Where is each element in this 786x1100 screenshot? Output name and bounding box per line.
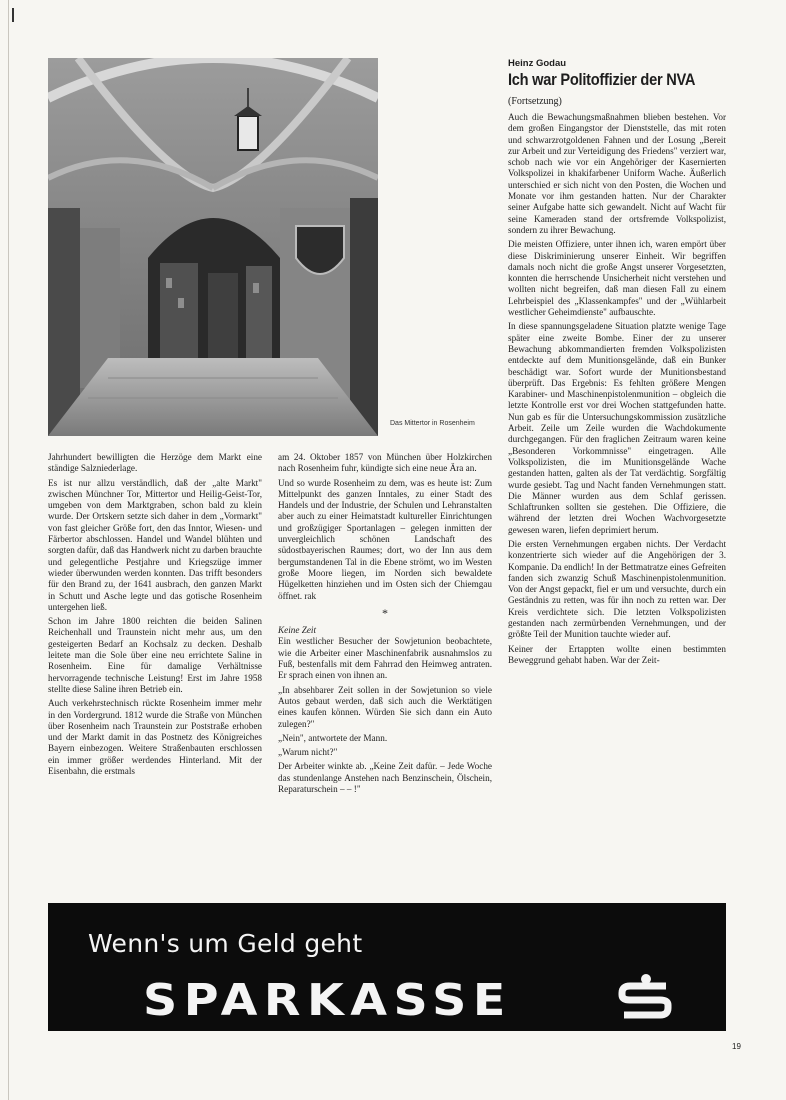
paragraph: Auch die Bewachungsmaßnahmen blieben bestehen. Vor dem großen Eingangstor der Dienststelle, das mit roten und schwarzrotgoldenen Fahnen und der Losung „Bereit zur Arbeit und zur Verteidigung des Friedens" verziert war, schob nach wie vor ein Angehöriger der Kasernierten Volkspolizei in khakifarbener Uniform Wache. Äußerlich unterschied er sich nicht von den Posten, die Wochen und Monate vor ihm gestanden hatten. Nur der Charakter seiner Aufgabe hatte sich gewandelt. Nicht auf Wacht für seine Kameraden stand der ortsfremde Volkspolizist, sondern zu ihrer Bewachung. (508, 112, 726, 235)
photo-caption: Das Mittertor in Rosenheim (390, 420, 475, 427)
paragraph: „Nein", antwortete der Mann. (278, 732, 388, 743)
ad-brand-name: SPARKASSE (143, 975, 512, 1026)
paragraph: Die ersten Vernehmungen ergaben nichts. Der Verdacht konzentrierte sich wieder auf die Angehörigen der 3. Kompanie. Da endlich! In der Bettmatratze eines Gefreiten fanden sich zwanzig Schuß Maschinenpistolenmunition. Von der Angst gepackt, fiel er um und versuchte, durch ein Geständnis zu retten, was für ihn noch zu retten war. Der Kreis verdichtete sich. Die letzten Volkspolizisten gestanden nach zermürbenden Vernehmungen, und der größte Teil der Munition tauchte wieder auf. (508, 538, 726, 640)
paragraph: Der Arbeiter winkte ab. „Keine Zeit dafür. – Jede Woche das stundenlange Anstehen nach Benzinschein, Ölschein, Reparaturschein – – !" (278, 761, 492, 795)
anecdote-heading: Keine Zeit (278, 625, 317, 636)
continued-label: (Fortsetzung) (508, 96, 562, 107)
paragraph: Keiner der Ertappten wollte einen bestimmten Beweggrund gehabt haben. War der Zeit- (508, 643, 726, 665)
paragraph: Die meisten Offiziere, unter ihnen ich, waren empört über diese Diskriminierung unserer Einheit. Wir begriffen damals noch nicht die große Angst unserer Vorgesetzten, konnten die herrschende Unsicherheit nicht verstehen und wollten nicht begreifen, daß man diesen Fall zu einem Lehrbeispiel des „Klassenkampfes" und der „Wühlarbeit westlicher Geheimdienste" aufbauschte. (508, 239, 726, 318)
article-title: Ich war Politoffizier der NVA (508, 70, 696, 89)
page-number: 19 (732, 1042, 741, 1051)
ad-tagline: Wenn's um Geld geht (88, 929, 363, 958)
sparkasse-advertisement (48, 903, 726, 1031)
paragraph: Jahrhundert bewilligten die Herzöge dem Markt eine ständige Salzniederlage. (48, 452, 262, 474)
section-separator: * (382, 605, 388, 620)
paragraph: In diese spannungsgeladene Situation platzte wenige Tage später eine zweite Bombe. Einer der zu unserer Bewachung abkommandierten fremden Volkspolizisten entdeckte auf dem Munitionsgelände, daß ein Bunker beschädigt war. Sofort wurde der Munitionsbestand überprüft. Das Ergebnis: Es fehlten größere Mengen Karabiner- und Maschinenpistolenmunition – obgleich die letzte Kontrolle erst vor drei Wochen stattgefunden hatte. Nun gab es für die Untersuchungskommission zusätzliche Arbeit. Zeile um Zeile wurden die Wachdokumente durchgegangen. Für den fraglichen Zeitraum waren keine „Besonderen Vorkommnisse" eingetragen. Alle Volkspolizisten, die im Munitionsgelände Wache gestanden hatten, galten als der Tat verdächtig. Sorgfältig wurde gesiebt. Tag und Nacht fanden Vernehmungen statt. Die Männer wurden aus dem Schlaf gerissen. Schlaftrunken sollten sie gestehen. Die Offiziere, die während der letzten drei Wochen Wachvorgesetzte gewesen waren, liefen deprimiert herum. (508, 321, 726, 535)
paragraph: „In absehbarer Zeit sollen in der Sowjetunion so viele Autos gebaut werden, daß sich auch die Werktätigen eines kaufen können. Würden Sie sich dann ein Auto zulegen?" (278, 684, 492, 729)
paragraph: Auch verkehrstechnisch rückte Rosenheim immer mehr in den Vordergrund. 1812 wurde die Straße von München über Rosenheim nach Traunstein zur Poststraße erhoben und der Markt damit in das Postnetz des Königreiches Bayern einbezogen. Weitere Straßenbauten erschlossen ein immer größer werdendes Hinterland. Mit der Eisenbahn, die erstmals (48, 698, 262, 777)
article-author: Heinz Godau (508, 58, 567, 69)
mittertor-photo (48, 58, 378, 436)
article-column-1 (48, 452, 262, 780)
paragraph: am 24. Oktober 1857 von München über Holzkirchen nach Rosenheim fuhr, kündigte sich eine neue Ära an. (278, 452, 492, 474)
page-edge-divider (8, 0, 9, 1100)
paragraph: Und so wurde Rosenheim zu dem, was es heute ist: Zum Mittelpunkt des ganzen Inntales, zu einer Stadt des Handels und der Industrie, der Schulen und Lehranstalten aber auch zu einer Heimatstadt kultureller Einrichtungen und großzügiger Sportanlagen – gelegen inmitten der unvergleichlich schönen Landschaft des südostbayerischen Raumes; dort, wo der Inn aus dem bergumstandenen Tal in die Ebene strömt, wo im Westen große Moore liegen, im Norden sich bewaldete Hügelketten hinziehen und im Osten sich der Chiemgau öffnet. rak (278, 477, 492, 601)
article-column-3 (508, 112, 726, 669)
scan-mark (12, 8, 14, 22)
paragraph: Schon im Jahre 1800 reichten die beiden Salinen Reichenhall und Traunstein nicht mehr aus, um den gesteigerten Bedarf an Kochsalz zu decken. Deshalb leitete man die Sole über eine neu errichtete Saline in Rosenheim. Eine für damalige Verhältnisse hervorragende technische Leistung! Erst im Jahre 1958 stellte diese Saline ihren Betrieb ein. (48, 616, 262, 694)
paragraph: „Warum nicht?" (278, 747, 338, 758)
sparkasse-s-logo-icon (616, 973, 676, 1019)
paragraph: Es ist nur allzu verständlich, daß der „alte Markt" zwischen Münchner Tor, Mittertor und Heilig-Geist-Tor, umgeben von dem Marktgraben, schon bald zu klein wurde. Der Ortskern setzte sich daher in dem „Vormarkt" von fast gleicher Größe fort, den das Inntor, Wiesen- und Färbertor abschlossen. Handel und Wandel blühten und sorgten dafür, daß das Handwerk nicht zu darben brauchte und gelegentliche Pestjahre und Kriegszüge immer wieder überwunden werden konnten. Das trifft besonders für den Brand zu, der 1641 ausbrach, den ganzen Markt in Schutt und Asche legte und das gotische Rosenheim untergehen ließ. (48, 477, 263, 612)
article-column-2 (278, 452, 492, 798)
paragraph: Ein westlicher Besucher der Sowjetunion beobachtete, wie die Arbeiter einer Maschinenfabrik ausnahmslos zu Fuß, bestenfalls mit dem Fahrrad den Heimweg antraten. Er sprach einen von ihnen an. (278, 636, 492, 681)
